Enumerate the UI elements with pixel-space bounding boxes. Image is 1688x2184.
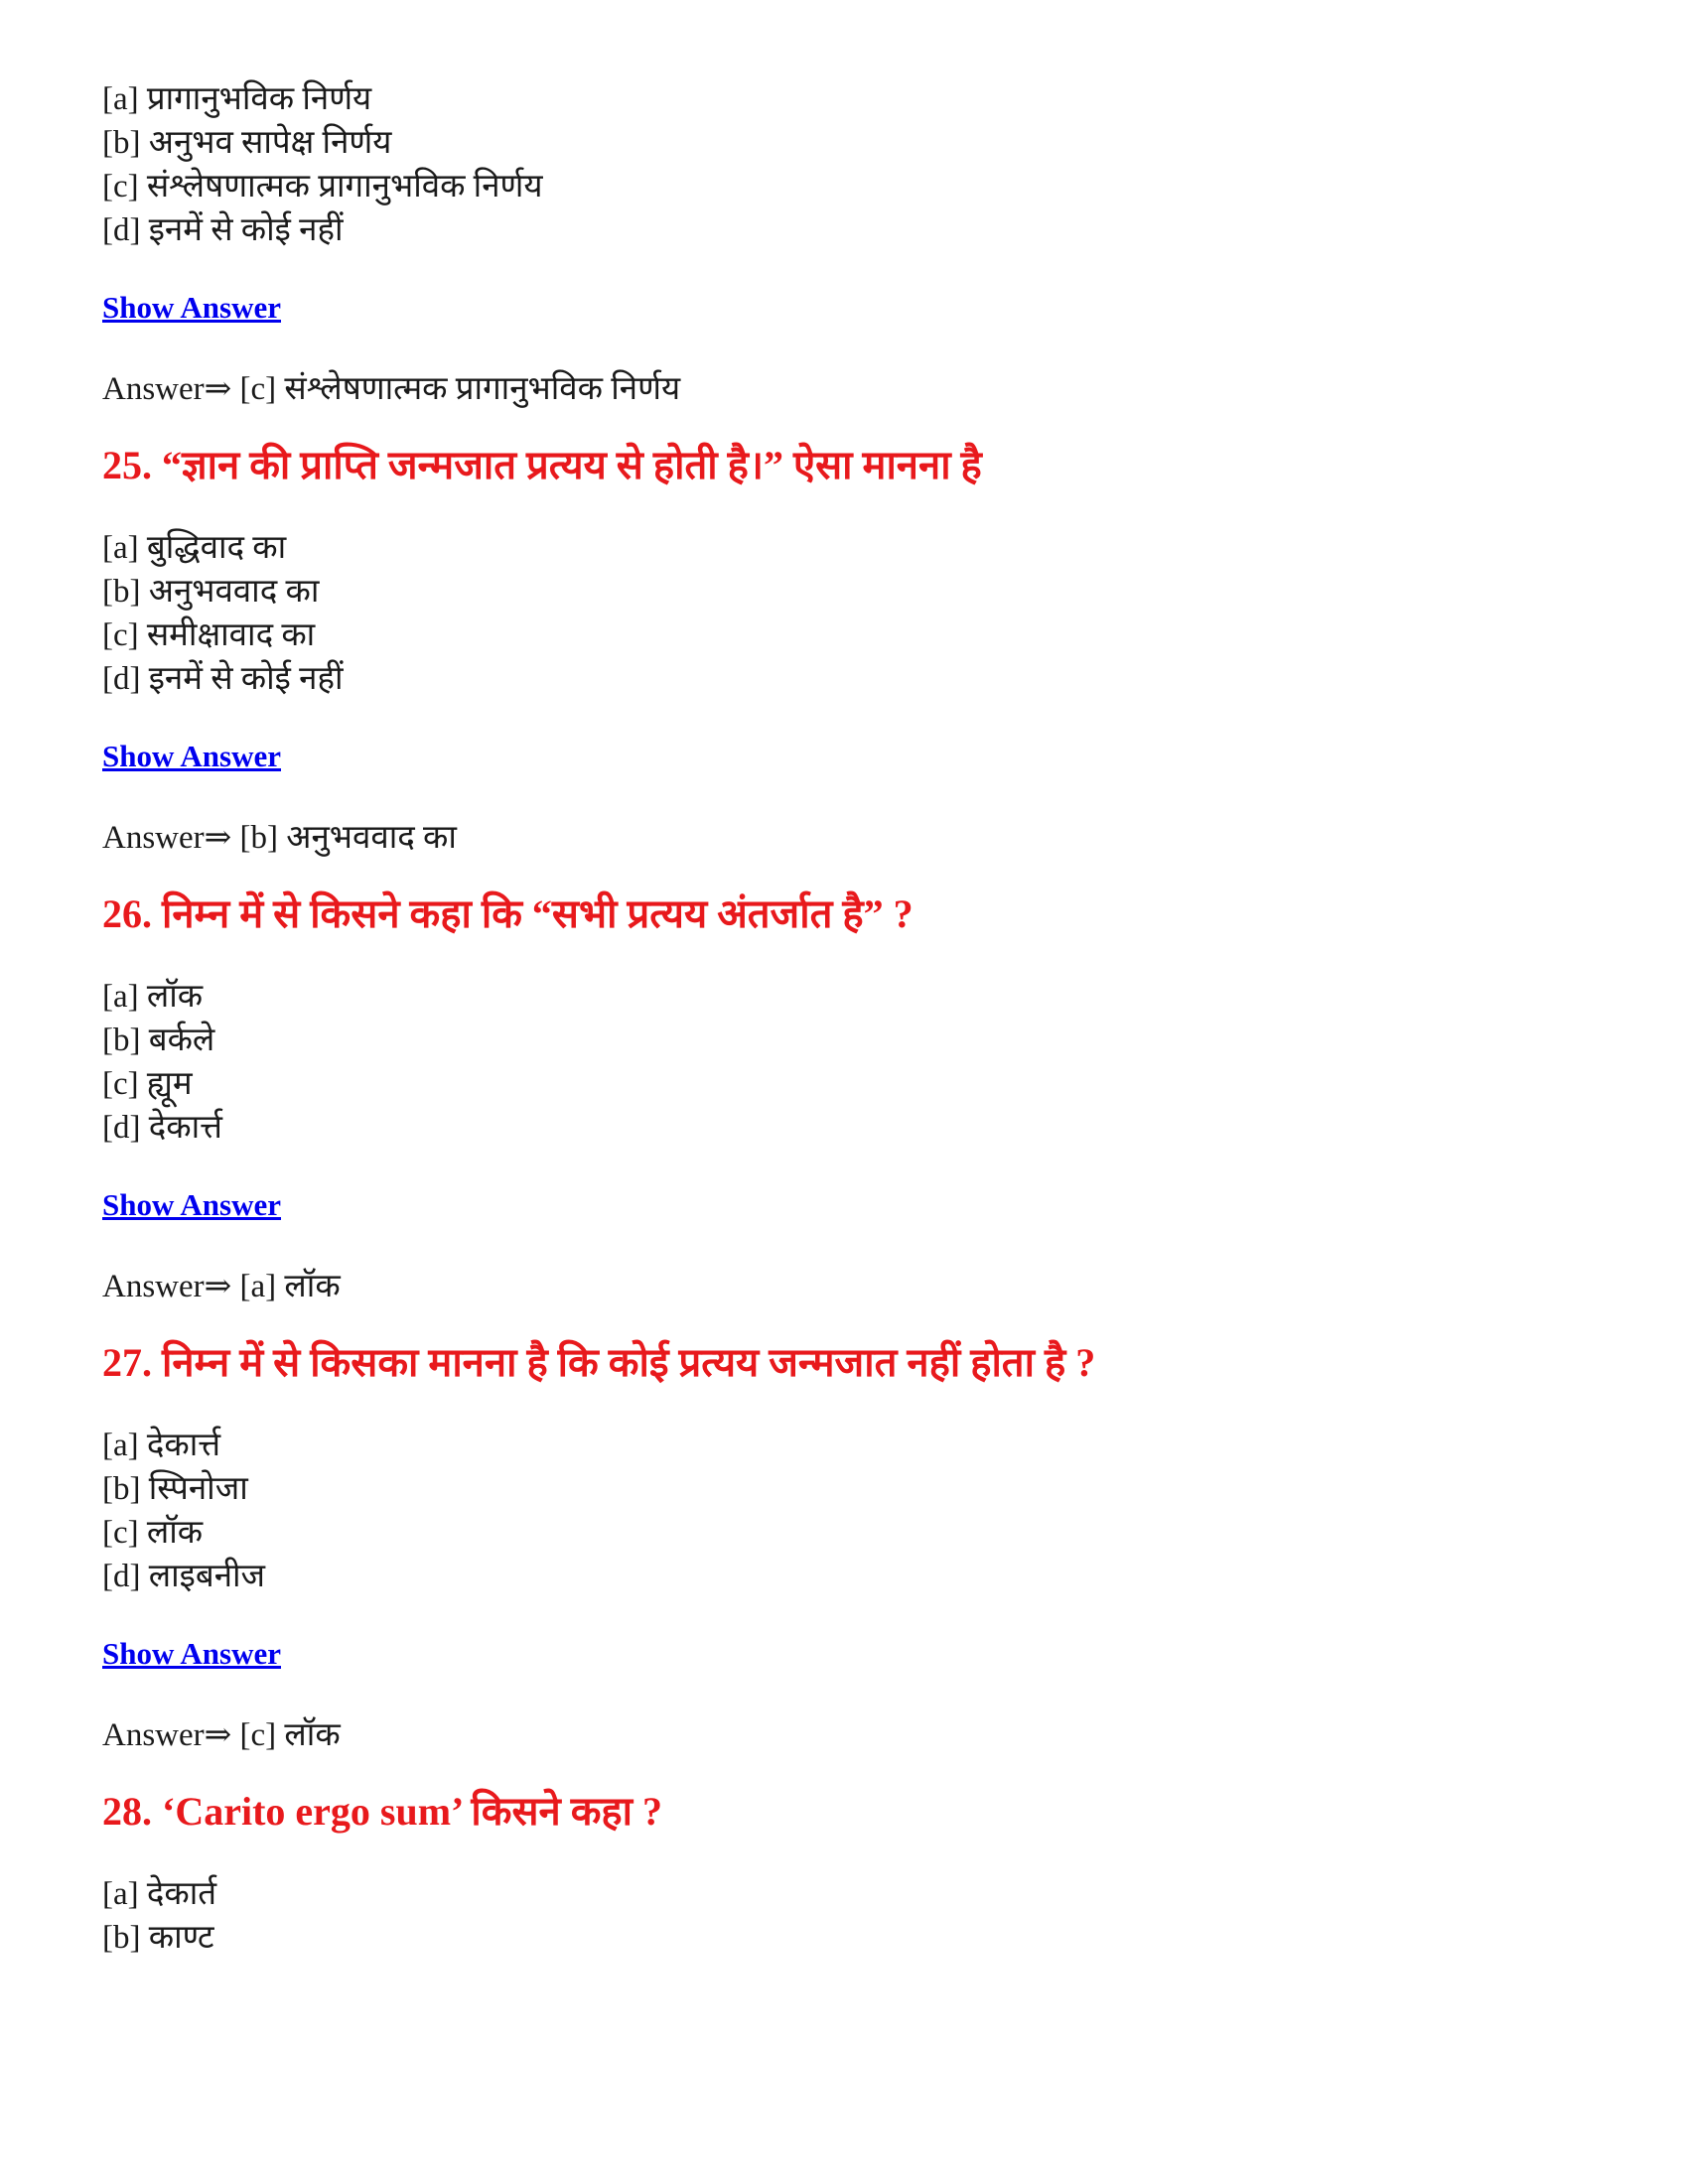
document-page — [102, 77, 1592, 1960]
q26-option-d[interactable]: [d] देकार्त्त — [102, 1110, 222, 1146]
q26-options — [102, 975, 1592, 1150]
q24-options — [102, 77, 1592, 252]
q26-question: 26. निम्न में से किसने कहा कि “सभी प्रत्यय अंतर्जात है” ? — [102, 891, 914, 936]
q27-answer: Answer⇒ [c] लॉक — [102, 1717, 341, 1753]
q28-options — [102, 1872, 1592, 1960]
q27-option-a[interactable]: [a] देकार्त्त — [102, 1428, 221, 1463]
q25-options — [102, 526, 1592, 701]
q28-option-a[interactable]: [a] देकार्त — [102, 1876, 217, 1912]
q25-option-b[interactable]: [b] अनुभववाद का — [102, 574, 320, 610]
q25-option-c[interactable]: [c] समीक्षावाद का — [102, 617, 316, 653]
q28-option-b[interactable]: [b] काण्ट — [102, 1920, 214, 1956]
q24-option-a[interactable]: [a] प्रागानुभविक निर्णय — [102, 81, 372, 117]
q24-show-answer-link[interactable]: Show Answer — [102, 290, 282, 325]
q24-answer: Answer⇒ [c] संश्लेषणात्मक प्रागानुभविक निर्णय — [102, 371, 681, 407]
q25-question: 25. “ज्ञान की प्राप्ति जन्मजात प्रत्यय से होती है।” ऐसा मानना है — [102, 443, 982, 487]
q26-option-b[interactable]: [b] बर्कले — [102, 1023, 215, 1058]
q24-option-b[interactable]: [b] अनुभव सापेक्ष निर्णय — [102, 125, 392, 161]
q27-option-d[interactable]: [d] लाइबनीज — [102, 1559, 266, 1594]
q27-show-answer-link[interactable]: Show Answer — [102, 1636, 282, 1671]
q26-option-a[interactable]: [a] लॉक — [102, 979, 204, 1015]
q26-show-answer-link[interactable]: Show Answer — [102, 1187, 282, 1222]
q25-option-a[interactable]: [a] बुद्धिवाद का — [102, 530, 287, 566]
q27-option-b[interactable]: [b] स्पिनोजा — [102, 1471, 248, 1507]
q25-answer: Answer⇒ [b] अनुभववाद का — [102, 820, 457, 856]
q27-question: 27. निम्न में से किसका मानना है कि कोई प्रत्यय जन्मजात नहीं होता है ? — [102, 1340, 1096, 1385]
q25-option-d[interactable]: [d] इनमें से कोई नहीं — [102, 661, 344, 697]
q26-answer: Answer⇒ [a] लॉक — [102, 1269, 341, 1304]
q24-option-c[interactable]: [c] संश्लेषणात्मक प्रागानुभविक निर्णय — [102, 169, 543, 205]
q26-option-c[interactable]: [c] ह्यूम — [102, 1066, 193, 1102]
q27-option-c[interactable]: [c] लॉक — [102, 1515, 204, 1551]
q24-option-d[interactable]: [d] इनमें से कोई नहीं — [102, 212, 344, 248]
q28-question: 28. ‘Carito ergo sum’ किसने कहा ? — [102, 1789, 663, 1834]
q27-options — [102, 1424, 1592, 1598]
q25-show-answer-link[interactable]: Show Answer — [102, 739, 282, 773]
